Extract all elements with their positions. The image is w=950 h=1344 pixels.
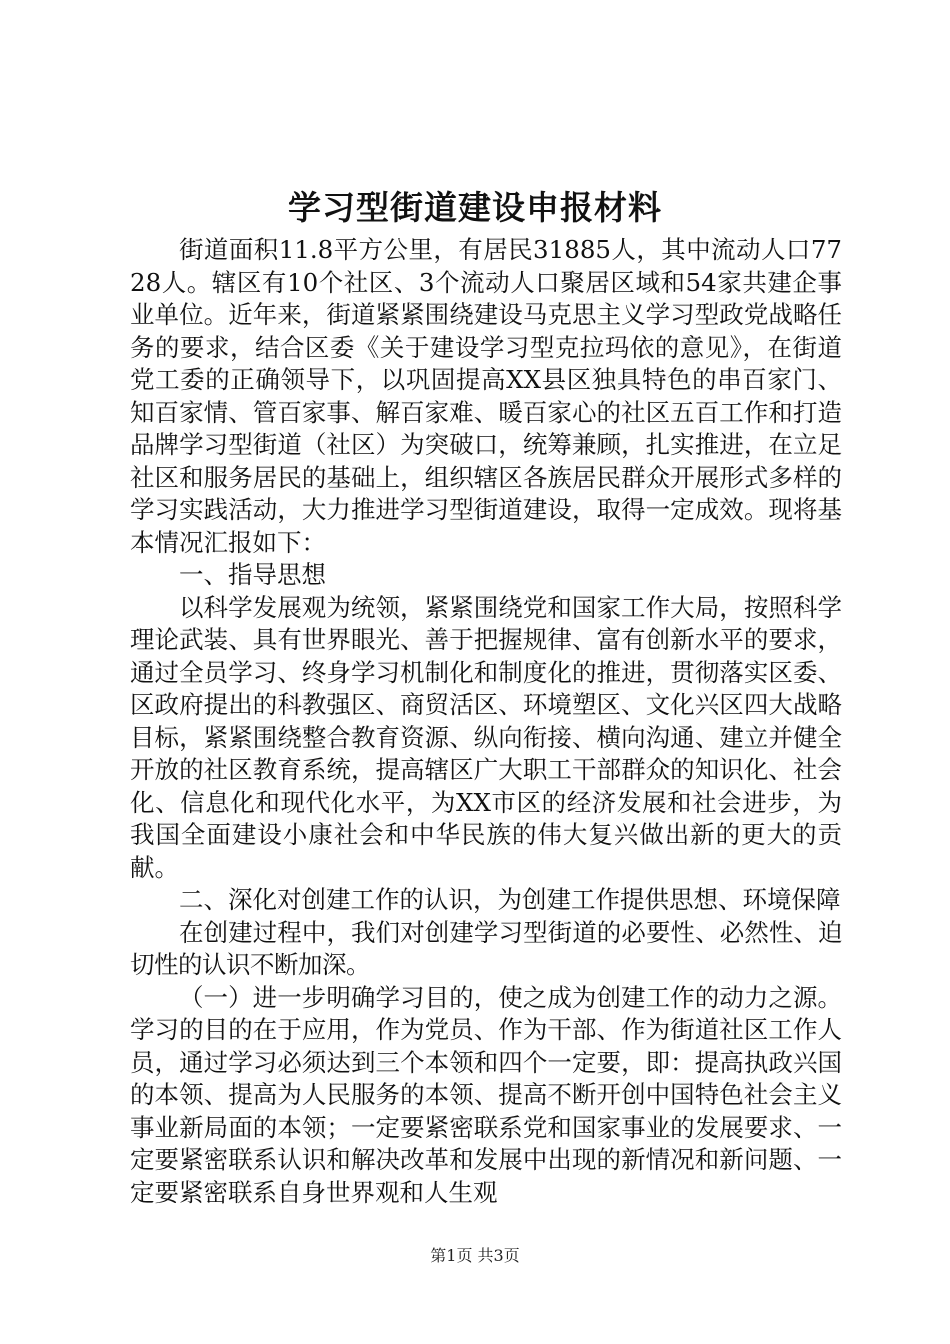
paragraph-guiding-thought: 以科学发展观为统领，紧紧围绕党和国家工作大局，按照科学理论武装、具有世界眼光、善于把握规律、富有创新水平的要求，通过全员学习、终身学习机制化和制度化的推进，贯彻落实区委、区政府提出的科教强区、商贸活区、环境塑区、文化兴区四大战略目标，紧紧围绕整合教育资源、纵向衔接、横向沟通、建立并健全开放的社区教育系统，提高辖区广大职工干部群众的知识化、社会化、信息化和现代化水平，为XX市区的经济发展和社会进步，为我国全面建设小康社会和中华民族的伟大复兴做出新的更大的贡献。 xyxy=(130,592,842,882)
paragraph-intro: 街道面积11.8平方公里，有居民31885人，其中流动人口7728人。辖区有10个社区、3个流动人口聚居区域和54家共建企事业单位。近年来，街道紧紧围绕建设马克思主义学习型政党战略任务的要求，结合区委《关于建设学习型克拉玛依的意见》，在街道党工委的正确领导下，以巩固提高XX县区独具特色的串百家门、知百家情、管百家事、解百家难、暖百家心的社区五百工作和打造品牌学习型街道（社区）为突破口，统筹兼顾，扎实推进，在立足社区和服务居民的基础上，组织辖区各族居民群众开展形式多样的学习实践活动，大力推进学习型街道建设，取得一定成效。现将基本情况汇报如下： xyxy=(130,235,842,557)
paragraph-creation-process: 在创建过程中，我们对创建学习型街道的必要性、必然性、迫切性的认识不断加深。 xyxy=(130,917,842,979)
page-number-footer: 第1页 共3页 xyxy=(430,1246,520,1265)
heading-guiding-thought: 一、指导思想 xyxy=(179,560,326,589)
document-body xyxy=(130,234,842,1209)
heading-deepen-understanding: 二、深化对创建工作的认识，为创建工作提供思想、环境保障 xyxy=(179,885,841,914)
document-title: 学习型街道建设申报材料 xyxy=(288,188,662,227)
paragraph-learning-purpose: （一）进一步明确学习目的，使之成为创建工作的动力之源。学习的目的在于应用，作为党员、作为干部、作为街道社区工作人员，通过学习必须达到三个本领和四个一定要，即：提高执政兴国的本领、提高为人民服务的本领、提高不断开创中国特色社会主义事业新局面的本领；一定要紧密联系党和国家事业的发展要求、一定要紧密联系认识和解决改革和发展中出现的新情况和新问题、一定要紧密联系自身世界观和人生观 xyxy=(130,982,842,1207)
